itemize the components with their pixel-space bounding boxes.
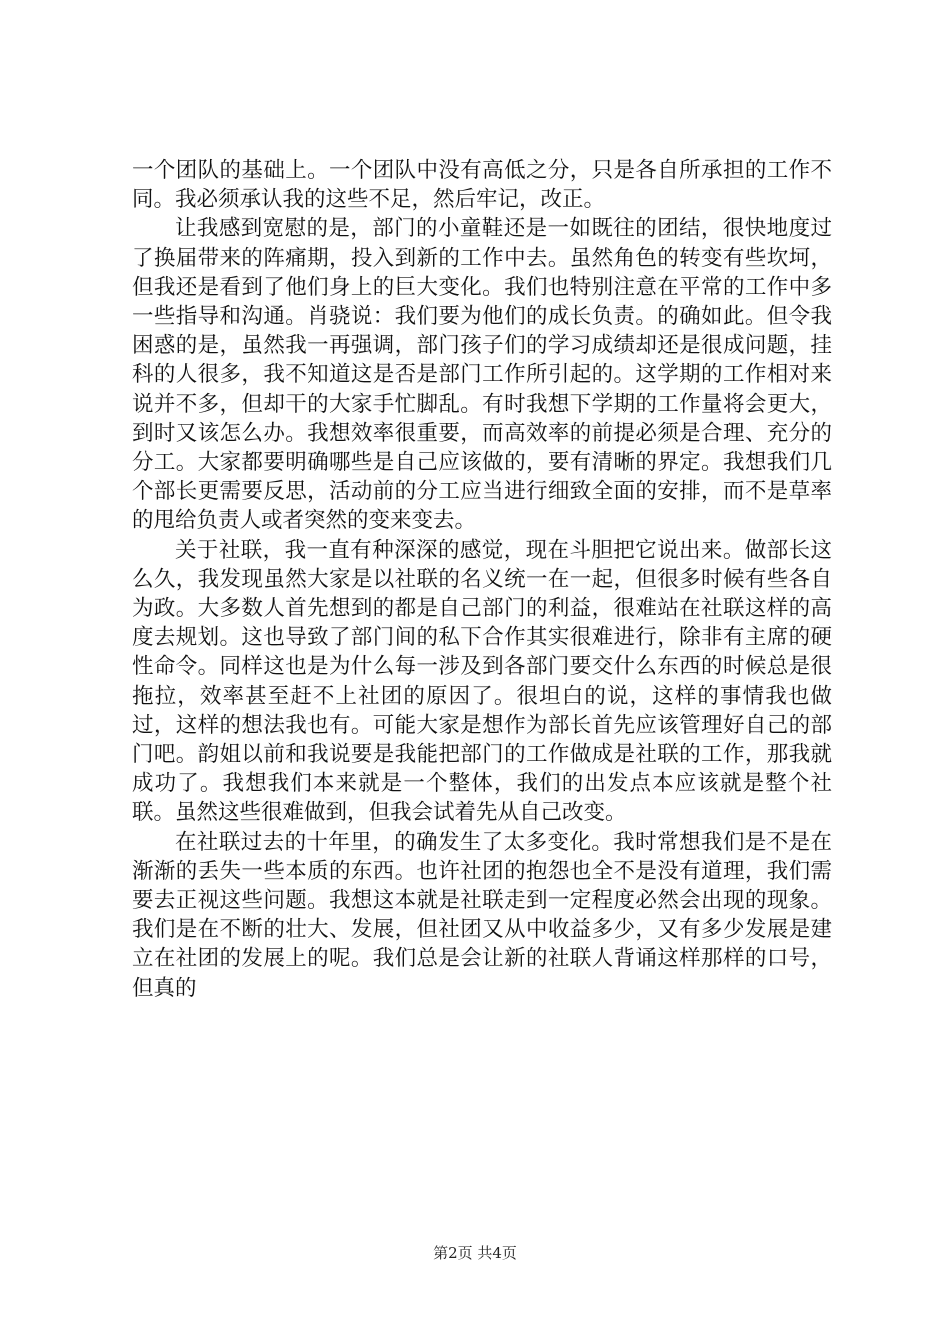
document-body xyxy=(132,156,832,1003)
page-number-footer: 第2页 共4页 xyxy=(433,1244,517,1262)
paragraph-2: 让我感到宽慰的是，部门的小童鞋还是一如既往的团结，很快地度过了换届带来的阵痛期，投入到新的工作中去。虽然角色的转变有些坎坷，但我还是看到了他们身上的巨大变化。我们也特别注意在平常的工作中多一些指导和沟通。肖骁说：我们要为他们的成长负责。的确如此。但令我困惑的是，虽然我一再强调，部门孩子们的学习成绩却还是很成问题，挂科的人很多，我不知道这是否是部门工作所引起的。这学期的工作相对来说并不多，但却干的大家手忙脚乱。有时我想下学期的工作量将会更大，到时又该怎么办。我想效率很重要，而高效率的前提必须是合理、充分的分工。大家都要明确哪些是自己应该做的，要有清晰的界定。我想我们几个部长更需要反思，活动前的分工应当进行细致全面的安排，而不是草率的甩给负责人或者突然的变来变去。 xyxy=(132,216,832,534)
paragraph-4: 在社联过去的十年里，的确发生了太多变化。我时常想我们是不是在渐渐的丢失一些本质的东西。也许社团的抱怨也全不是没有道理，我们需要去正视这些问题。我想这本就是社联走到一定程度必然会出现的现象。我们是在不断的壮大、发展，但社团又从中收益多少，又有多少发展是建立在社团的发展上的呢。我们总是会让新的社联人背诵这样那样的口号，但真的 xyxy=(132,829,832,1001)
paragraph-1: 一个团队的基础上。一个团队中没有高低之分，只是各自所承担的工作不同。我必须承认我的这些不足，然后牢记，改正。 xyxy=(132,158,832,213)
paragraph-3: 关于社联，我一直有种深深的感觉，现在斗胆把它说出来。做部长这么久，我发现虽然大家是以社联的名义统一在一起，但很多时候有些各自为政。大多数人首先想到的都是自己部门的利益，很难站在社联这样的高度去规划。这也导致了部门间的私下合作其实很难进行，除非有主席的硬性命令。同样这也是为什么每一涉及到各部门要交什么东西的时候总是很拖拉，效率甚至赶不上社团的原因了。很坦白的说，这样的事情我也做过，这样的想法我也有。可能大家是想作为部长首先应该管理好自己的部门吧。韵姐以前和我说要是我能把部门的工作做成是社联的工作，那我就成功了。我想我们本来就是一个整体，我们的出发点本应该就是整个社联。虽然这些很难做到，但我会试着先从自己改变。 xyxy=(132,537,832,826)
